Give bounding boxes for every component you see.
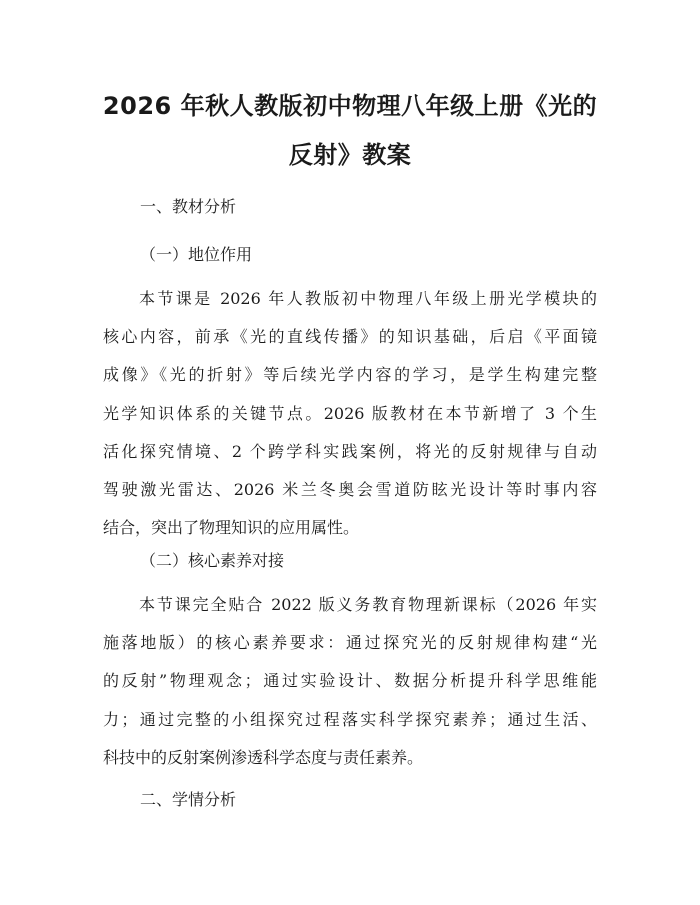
paragraph-line: 科技中的反射案例渗透科学态度与责任素养。 (103, 747, 424, 767)
paragraph-line: 核心内容，前承《光的直线传播》的知识基础，后启《平面镜 (103, 327, 597, 347)
paragraph-line: 力；通过完整的小组探究过程落实科学探究素养；通过生活、 (103, 709, 597, 729)
paragraph-line: 的反射”物理观念；通过实验设计、数据分析提升科学思维能 (103, 671, 597, 691)
paragraph-line: 结合，突出了物理知识的应用属性。 (103, 518, 360, 538)
paragraph-line: 驾驶激光雷达、2026 米兰冬奥会雪道防眩光设计等时事内容 (103, 479, 597, 499)
document-title-line-1: 2026 年秋人教版初中物理八年级上册《光的 (102, 92, 598, 120)
paragraph-literacy (103, 592, 597, 783)
paragraph-line: 成像》《光的折射》等后续光学内容的学习，是学生构建完整 (103, 365, 597, 385)
paragraph-position (103, 286, 597, 553)
subsection-heading-position: （一）地位作用 (140, 245, 253, 264)
section-heading-learners: 二、学情分析 (140, 790, 237, 809)
paragraph-line: 本节课是 2026 年人教版初中物理八年级上册光学模块的 (139, 289, 597, 308)
paragraph-line: 活化探究情境、2 个跨学科实践案例，将光的反射规律与自动 (103, 441, 597, 461)
paragraph-line: 施落地版）的核心素养要求：通过探究光的反射规律构建“光 (103, 633, 597, 653)
subsection-heading-literacy: （二）核心素养对接 (140, 551, 285, 570)
section-heading-materials: 一、教材分析 (140, 197, 237, 216)
document-title-line-2: 反射》教案 (288, 141, 412, 169)
paragraph-line: 光学知识体系的关键节点。2026 版教材在本节新增了 3 个生 (103, 403, 597, 423)
paragraph-line: 本节课完全贴合 2022 版义务教育物理新课标（2026 年实 (139, 595, 597, 614)
